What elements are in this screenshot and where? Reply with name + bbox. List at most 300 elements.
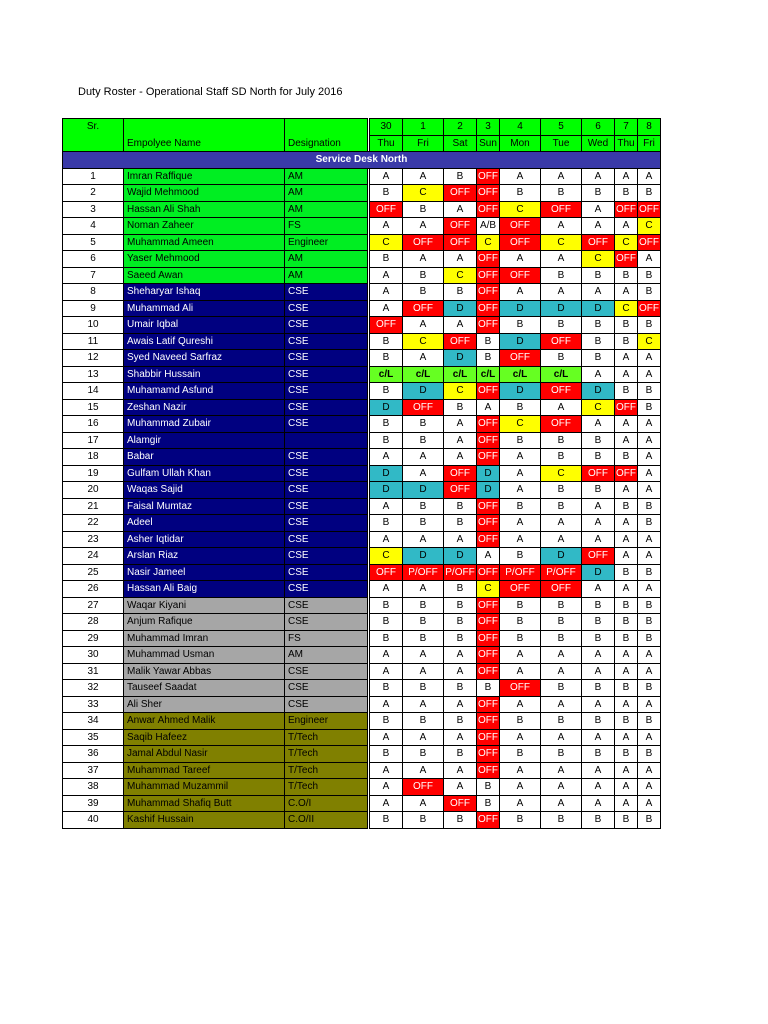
shift-cell: A xyxy=(582,762,615,779)
shift-cell: OFF xyxy=(582,234,615,251)
table-row xyxy=(63,416,661,433)
employee-designation: FS xyxy=(285,630,368,647)
shift-cell: B xyxy=(582,449,615,466)
shift-cell: A xyxy=(370,498,403,515)
shift-cell: A xyxy=(615,515,638,532)
shift-cell: B xyxy=(638,746,661,763)
shift-cell: B xyxy=(500,548,541,565)
employee-designation: CSE xyxy=(285,416,368,433)
employee-designation: CSE xyxy=(285,300,368,317)
employee-designation: CSE xyxy=(285,696,368,713)
shift-cell: D xyxy=(403,548,444,565)
shift-cell: C xyxy=(477,581,500,598)
shift-cell: A xyxy=(541,762,582,779)
shift-cell: B xyxy=(615,498,638,515)
shift-cell: A xyxy=(444,432,477,449)
shift-cell: c/L xyxy=(541,366,582,383)
shift-cell: B xyxy=(370,630,403,647)
shift-cell: B xyxy=(582,713,615,730)
table-row xyxy=(63,399,661,416)
shift-cell: c/L xyxy=(444,366,477,383)
employee-name: Muhammad Ameen xyxy=(124,234,285,251)
shift-cell: D xyxy=(500,333,541,350)
table-row xyxy=(63,713,661,730)
shift-cell: A xyxy=(638,548,661,565)
employee-designation: AM xyxy=(285,201,368,218)
shift-cell: OFF xyxy=(615,399,638,416)
shift-cell: A xyxy=(500,531,541,548)
shift-cell: B xyxy=(615,333,638,350)
shift-cell: OFF xyxy=(638,234,661,251)
employee-name: Muhammad Zubair xyxy=(124,416,285,433)
shift-cell: A xyxy=(370,795,403,812)
header-name: Empolyee Name xyxy=(124,119,285,152)
shift-cell: A xyxy=(638,449,661,466)
table-row xyxy=(63,267,661,284)
duty-roster-table xyxy=(62,118,661,829)
shift-cell: B xyxy=(582,350,615,367)
shift-cell: B xyxy=(541,317,582,334)
shift-cell: B xyxy=(615,630,638,647)
shift-cell: A xyxy=(638,416,661,433)
row-sr: 26 xyxy=(63,581,124,598)
shift-cell: B xyxy=(403,498,444,515)
shift-cell: B xyxy=(541,630,582,647)
shift-cell: B xyxy=(638,267,661,284)
shift-cell: A xyxy=(638,762,661,779)
shift-cell: A xyxy=(370,300,403,317)
shift-cell: A xyxy=(615,548,638,565)
table-row xyxy=(63,531,661,548)
shift-cell: OFF xyxy=(477,531,500,548)
shift-cell: B xyxy=(615,597,638,614)
shift-cell: B xyxy=(403,267,444,284)
shift-cell: OFF xyxy=(477,317,500,334)
shift-cell: B xyxy=(541,680,582,697)
shift-cell: B xyxy=(370,251,403,268)
shift-cell: B xyxy=(444,581,477,598)
shift-cell: D xyxy=(370,465,403,482)
header-day: Mon xyxy=(500,135,541,152)
shift-cell: B xyxy=(582,267,615,284)
employee-name: Waqas Sajid xyxy=(124,482,285,499)
shift-cell: OFF xyxy=(541,333,582,350)
shift-cell: B xyxy=(403,680,444,697)
employee-name: Kashif Hussain xyxy=(124,812,285,829)
header-day: Fri xyxy=(638,135,661,152)
shift-cell: A xyxy=(403,251,444,268)
employee-name: Saqib Hafeez xyxy=(124,729,285,746)
shift-cell: B xyxy=(500,630,541,647)
shift-cell: OFF xyxy=(500,218,541,235)
shift-cell: A xyxy=(582,201,615,218)
employee-designation: CSE xyxy=(285,350,368,367)
shift-cell: A xyxy=(444,201,477,218)
shift-cell: B xyxy=(500,399,541,416)
shift-cell: A xyxy=(541,531,582,548)
table-row xyxy=(63,432,661,449)
employee-designation: CSE xyxy=(285,399,368,416)
shift-cell: B xyxy=(444,680,477,697)
employee-name: Noman Zaheer xyxy=(124,218,285,235)
employee-name: Sheharyar Ishaq xyxy=(124,284,285,301)
employee-name: Faisal Mumtaz xyxy=(124,498,285,515)
shift-cell: B xyxy=(582,333,615,350)
table-row xyxy=(63,333,661,350)
shift-cell: C xyxy=(541,234,582,251)
shift-cell: OFF xyxy=(477,498,500,515)
shift-cell: OFF xyxy=(477,284,500,301)
shift-cell: OFF xyxy=(403,399,444,416)
shift-cell: A xyxy=(582,366,615,383)
employee-designation: CSE xyxy=(285,515,368,532)
employee-designation: CSE xyxy=(285,680,368,697)
shift-cell: c/L xyxy=(477,366,500,383)
row-sr: 36 xyxy=(63,746,124,763)
shift-cell: A xyxy=(582,515,615,532)
shift-cell: B xyxy=(500,812,541,829)
shift-cell: OFF xyxy=(370,564,403,581)
shift-cell: A xyxy=(638,432,661,449)
employee-name: Muhammad Tareef xyxy=(124,762,285,779)
shift-cell: B xyxy=(615,267,638,284)
table-row xyxy=(63,383,661,400)
shift-cell: P/OFF xyxy=(500,564,541,581)
header-date: 8 xyxy=(638,119,661,136)
table-row xyxy=(63,234,661,251)
shift-cell: A xyxy=(370,663,403,680)
employee-name: Tauseef Saadat xyxy=(124,680,285,697)
shift-cell: OFF xyxy=(370,201,403,218)
shift-cell: B xyxy=(500,317,541,334)
shift-cell: D xyxy=(541,548,582,565)
shift-cell: B xyxy=(477,779,500,796)
shift-cell: A xyxy=(615,284,638,301)
table-row xyxy=(63,482,661,499)
shift-cell: OFF xyxy=(500,350,541,367)
table-row xyxy=(63,581,661,598)
shift-cell: A xyxy=(403,762,444,779)
employee-designation: CSE xyxy=(285,597,368,614)
shift-cell: A xyxy=(403,531,444,548)
shift-cell: B xyxy=(541,614,582,631)
row-sr: 13 xyxy=(63,366,124,383)
row-sr: 32 xyxy=(63,680,124,697)
shift-cell: A xyxy=(582,795,615,812)
shift-cell: B xyxy=(615,185,638,202)
shift-cell: B xyxy=(615,564,638,581)
shift-cell: C xyxy=(500,201,541,218)
table-row xyxy=(63,251,661,268)
shift-cell: B xyxy=(403,201,444,218)
shift-cell: B xyxy=(541,449,582,466)
shift-cell: A xyxy=(370,581,403,598)
shift-cell: A xyxy=(582,218,615,235)
shift-cell: OFF xyxy=(541,201,582,218)
employee-name: Muhammad Ali xyxy=(124,300,285,317)
shift-cell: A xyxy=(370,284,403,301)
shift-cell: B xyxy=(615,317,638,334)
shift-cell: D xyxy=(582,383,615,400)
shift-cell: C xyxy=(582,399,615,416)
shift-cell: B xyxy=(403,812,444,829)
shift-cell: B xyxy=(370,812,403,829)
table-row xyxy=(63,185,661,202)
shift-cell: A xyxy=(444,729,477,746)
shift-cell: B xyxy=(638,614,661,631)
row-sr: 10 xyxy=(63,317,124,334)
row-sr: 39 xyxy=(63,795,124,812)
shift-cell: A xyxy=(370,168,403,185)
row-sr: 18 xyxy=(63,449,124,466)
header-date: 6 xyxy=(582,119,615,136)
shift-cell: B xyxy=(582,630,615,647)
shift-cell: D xyxy=(477,465,500,482)
section-row xyxy=(63,152,661,169)
row-sr: 40 xyxy=(63,812,124,829)
header-day: Sat xyxy=(444,135,477,152)
employee-designation: AM xyxy=(285,168,368,185)
shift-cell: B xyxy=(403,630,444,647)
shift-cell: B xyxy=(638,597,661,614)
shift-cell: D xyxy=(370,399,403,416)
shift-cell: A xyxy=(500,729,541,746)
shift-cell: B xyxy=(403,416,444,433)
shift-cell: B xyxy=(500,713,541,730)
header-day: Sun xyxy=(477,135,500,152)
shift-cell: OFF xyxy=(500,581,541,598)
employee-name: Asher Iqtidar xyxy=(124,531,285,548)
header-designation: Designation xyxy=(285,119,368,152)
shift-cell: B xyxy=(477,680,500,697)
shift-cell: B xyxy=(638,383,661,400)
shift-cell: A xyxy=(477,399,500,416)
employee-name: Ali Sher xyxy=(124,696,285,713)
shift-cell: OFF xyxy=(477,762,500,779)
shift-cell: B xyxy=(500,746,541,763)
shift-cell: C xyxy=(370,234,403,251)
shift-cell: B xyxy=(444,713,477,730)
employee-name: Muhammad Usman xyxy=(124,647,285,664)
shift-cell: B xyxy=(582,185,615,202)
shift-cell: A xyxy=(615,663,638,680)
shift-cell: A xyxy=(444,663,477,680)
shift-cell: B xyxy=(541,185,582,202)
shift-cell: A xyxy=(615,531,638,548)
shift-cell: A xyxy=(403,465,444,482)
employee-designation: FS xyxy=(285,218,368,235)
row-sr: 28 xyxy=(63,614,124,631)
shift-cell: C xyxy=(370,548,403,565)
shift-cell: B xyxy=(541,350,582,367)
shift-cell: OFF xyxy=(477,267,500,284)
shift-cell: B xyxy=(444,498,477,515)
shift-cell: B xyxy=(444,812,477,829)
shift-cell: B xyxy=(638,812,661,829)
shift-cell: D xyxy=(403,383,444,400)
shift-cell: A xyxy=(370,779,403,796)
employee-name: Anjum Rafique xyxy=(124,614,285,631)
shift-cell: B xyxy=(370,597,403,614)
shift-cell: OFF xyxy=(477,564,500,581)
shift-cell: B xyxy=(477,333,500,350)
shift-cell: C xyxy=(500,416,541,433)
shift-cell: A xyxy=(370,729,403,746)
shift-cell: OFF xyxy=(615,201,638,218)
employee-name: Zeshan Nazir xyxy=(124,399,285,416)
shift-cell: B xyxy=(582,317,615,334)
employee-name: Saeed Awan xyxy=(124,267,285,284)
section-title: Service Desk North xyxy=(63,152,661,169)
shift-cell: B xyxy=(541,746,582,763)
table-row xyxy=(63,795,661,812)
shift-cell: OFF xyxy=(500,267,541,284)
shift-cell: B xyxy=(615,812,638,829)
table-row xyxy=(63,548,661,565)
shift-cell: D xyxy=(541,300,582,317)
shift-cell: A xyxy=(638,663,661,680)
shift-cell: B xyxy=(403,713,444,730)
shift-cell: B xyxy=(500,597,541,614)
employee-designation: CSE xyxy=(285,383,368,400)
shift-cell: B xyxy=(370,713,403,730)
shift-cell: D xyxy=(444,548,477,565)
shift-cell: A xyxy=(582,729,615,746)
shift-cell: B xyxy=(638,185,661,202)
shift-cell: B xyxy=(541,812,582,829)
shift-cell: c/L xyxy=(370,366,403,383)
shift-cell: OFF xyxy=(477,432,500,449)
employee-name: Adeel xyxy=(124,515,285,532)
shift-cell: B xyxy=(403,597,444,614)
shift-cell: A xyxy=(638,482,661,499)
table-row xyxy=(63,317,661,334)
shift-cell: A xyxy=(615,482,638,499)
employee-designation: C.O/II xyxy=(285,812,368,829)
table-row xyxy=(63,300,661,317)
shift-cell: A xyxy=(541,663,582,680)
table-row xyxy=(63,168,661,185)
shift-cell: A xyxy=(638,581,661,598)
shift-cell: A xyxy=(615,795,638,812)
shift-cell: A xyxy=(444,317,477,334)
shift-cell: B xyxy=(403,284,444,301)
shift-cell: B xyxy=(370,416,403,433)
shift-cell: A xyxy=(370,449,403,466)
header-day: Fri xyxy=(403,135,444,152)
shift-cell: A xyxy=(638,696,661,713)
shift-cell: B xyxy=(444,630,477,647)
shift-cell: D xyxy=(403,482,444,499)
shift-cell: A xyxy=(500,251,541,268)
shift-cell: A xyxy=(541,696,582,713)
row-sr: 15 xyxy=(63,399,124,416)
shift-cell: C xyxy=(615,234,638,251)
shift-cell: A xyxy=(638,795,661,812)
shift-cell: D xyxy=(582,564,615,581)
shift-cell: P/OFF xyxy=(403,564,444,581)
employee-designation: CSE xyxy=(285,548,368,565)
shift-cell: A xyxy=(500,449,541,466)
shift-cell: A xyxy=(403,647,444,664)
employee-name: Jamal Abdul Nasir xyxy=(124,746,285,763)
shift-cell: B xyxy=(444,597,477,614)
table-row xyxy=(63,350,661,367)
shift-cell: A xyxy=(403,696,444,713)
table-row xyxy=(63,366,661,383)
shift-cell: OFF xyxy=(541,416,582,433)
row-sr: 19 xyxy=(63,465,124,482)
shift-cell: OFF xyxy=(638,201,661,218)
shift-cell: B xyxy=(638,284,661,301)
row-sr: 5 xyxy=(63,234,124,251)
shift-cell: A xyxy=(500,762,541,779)
shift-cell: A xyxy=(500,168,541,185)
table-row xyxy=(63,498,661,515)
shift-cell: A xyxy=(615,647,638,664)
shift-cell: A xyxy=(403,168,444,185)
shift-cell: A xyxy=(638,168,661,185)
shift-cell: B xyxy=(541,597,582,614)
shift-cell: OFF xyxy=(582,548,615,565)
shift-cell: OFF xyxy=(403,234,444,251)
shift-cell: A xyxy=(370,696,403,713)
shift-cell: B xyxy=(370,515,403,532)
shift-cell: B xyxy=(582,746,615,763)
shift-cell: A xyxy=(638,647,661,664)
shift-cell: D xyxy=(370,482,403,499)
shift-cell: B xyxy=(638,399,661,416)
shift-cell: A xyxy=(444,531,477,548)
shift-cell: A xyxy=(403,317,444,334)
shift-cell: C xyxy=(582,251,615,268)
shift-cell: OFF xyxy=(477,185,500,202)
employee-name: Babar xyxy=(124,449,285,466)
table-row xyxy=(63,465,661,482)
shift-cell: B xyxy=(403,746,444,763)
page-title: Duty Roster - Operational Staff SD North for July 2016 xyxy=(78,86,343,98)
shift-cell: B xyxy=(582,597,615,614)
shift-cell: OFF xyxy=(444,218,477,235)
shift-cell: OFF xyxy=(477,630,500,647)
shift-cell: B xyxy=(582,482,615,499)
shift-cell: C xyxy=(615,300,638,317)
shift-cell: OFF xyxy=(477,696,500,713)
shift-cell: B xyxy=(638,564,661,581)
employee-designation: CSE xyxy=(285,317,368,334)
shift-cell: B xyxy=(541,713,582,730)
shift-cell: P/OFF xyxy=(541,564,582,581)
shift-cell: B xyxy=(370,432,403,449)
shift-cell: A xyxy=(500,795,541,812)
row-sr: 27 xyxy=(63,597,124,614)
shift-cell: A xyxy=(500,696,541,713)
shift-cell: A xyxy=(582,696,615,713)
roster-body xyxy=(63,119,661,829)
table-row xyxy=(63,812,661,829)
shift-cell: D xyxy=(444,350,477,367)
shift-cell: A xyxy=(582,663,615,680)
shift-cell: A xyxy=(582,531,615,548)
shift-cell: A xyxy=(370,762,403,779)
shift-cell: B xyxy=(582,680,615,697)
shift-cell: OFF xyxy=(444,465,477,482)
shift-cell: A/B xyxy=(477,218,500,235)
shift-cell: A xyxy=(615,218,638,235)
row-sr: 21 xyxy=(63,498,124,515)
shift-cell: A xyxy=(615,581,638,598)
shift-cell: B xyxy=(615,713,638,730)
